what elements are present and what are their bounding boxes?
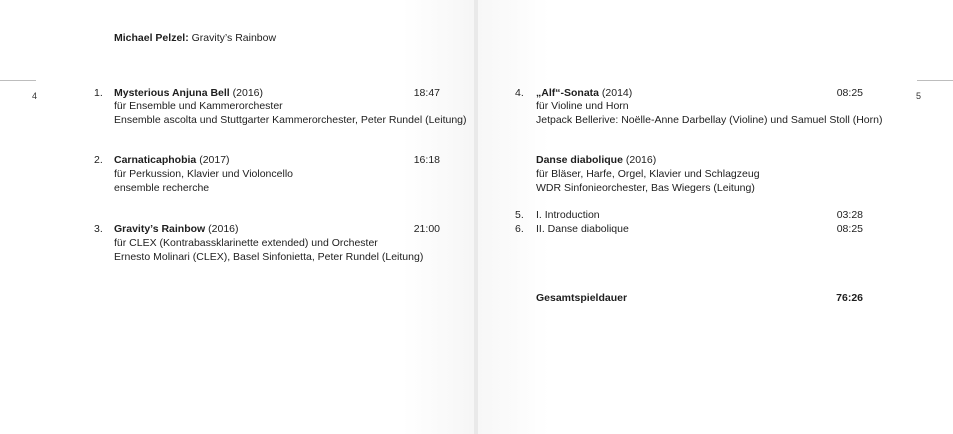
track-number: 2.: [94, 154, 103, 166]
track-number: 4.: [515, 87, 524, 99]
track-title: Gravity’s Rainbow: [114, 223, 206, 235]
left-margin-rule: [0, 80, 36, 81]
track-year: (2016): [232, 87, 263, 99]
track-performers: Jetpack Bellerive: Noëlle-Anne Darbellay (Violine) und Samuel Stoll (Horn): [536, 114, 883, 126]
track-heading: [114, 154, 230, 168]
track-performers: ensemble recherche: [114, 182, 210, 194]
work-performers: WDR Sinfonieorchester, Bas Wiegers (Leitung): [536, 182, 755, 194]
track-performers: Ernesto Molinari (CLEX), Basel Sinfonietta, Peter Rundel (Leitung): [114, 251, 424, 263]
track-instrumentation: für Ensemble und Kammerorchester: [114, 100, 283, 112]
track-title: Carnaticaphobia: [114, 154, 197, 166]
movement-number: 5.: [515, 209, 524, 221]
movement-title: II. Danse diabolique: [536, 223, 629, 235]
track-performers: Ensemble ascolta und Stuttgarter Kammerorchester, Peter Rundel (Leitung): [114, 114, 467, 126]
track-heading: [114, 87, 263, 101]
track-year: (2017): [199, 154, 230, 166]
track-instrumentation: für CLEX (Kontrabassklarinette extended) und Orchester: [114, 237, 378, 249]
composer-name: Michael Pelzel:: [114, 32, 189, 44]
track-instrumentation: für Perkussion, Klavier und Violoncello: [114, 168, 293, 180]
total-label: Gesamtspieldauer: [536, 292, 628, 304]
track-instrumentation: für Violine und Horn: [536, 100, 629, 112]
page-number-left: 4: [32, 91, 38, 101]
track-duration: 21:00: [413, 223, 440, 235]
track-duration: 18:47: [413, 87, 440, 99]
work-year: (2016): [625, 154, 657, 166]
total-duration: 76:26: [836, 292, 863, 304]
track-title: „Alf“-Sonata: [536, 87, 599, 99]
movement-duration: 03:28: [836, 209, 863, 221]
track-duration: 16:18: [413, 154, 440, 166]
album-header: [114, 32, 276, 46]
work-instrumentation: für Bläser, Harfe, Orgel, Klavier und Schlagzeug: [536, 168, 760, 180]
work-title: Danse diabolique: [536, 154, 623, 166]
album-title: Gravity’s Rainbow: [191, 32, 277, 44]
track-year: (2014): [601, 87, 633, 99]
movement-title: I. Introduction: [536, 209, 600, 221]
track-number: 3.: [94, 223, 103, 235]
work-heading: [536, 154, 656, 168]
track-number: 1.: [94, 87, 103, 99]
right-margin-rule: [917, 80, 953, 81]
left-page: [0, 0, 474, 434]
page-number-right: 5: [916, 91, 922, 101]
track-title: Mysterious Anjuna Bell: [114, 87, 230, 99]
track-heading: [114, 223, 239, 237]
track-heading: [536, 87, 632, 101]
movement-duration: 08:25: [836, 223, 863, 235]
movement-number: 6.: [515, 223, 524, 235]
track-duration: 08:25: [836, 87, 863, 99]
track-year: (2016): [208, 223, 239, 235]
